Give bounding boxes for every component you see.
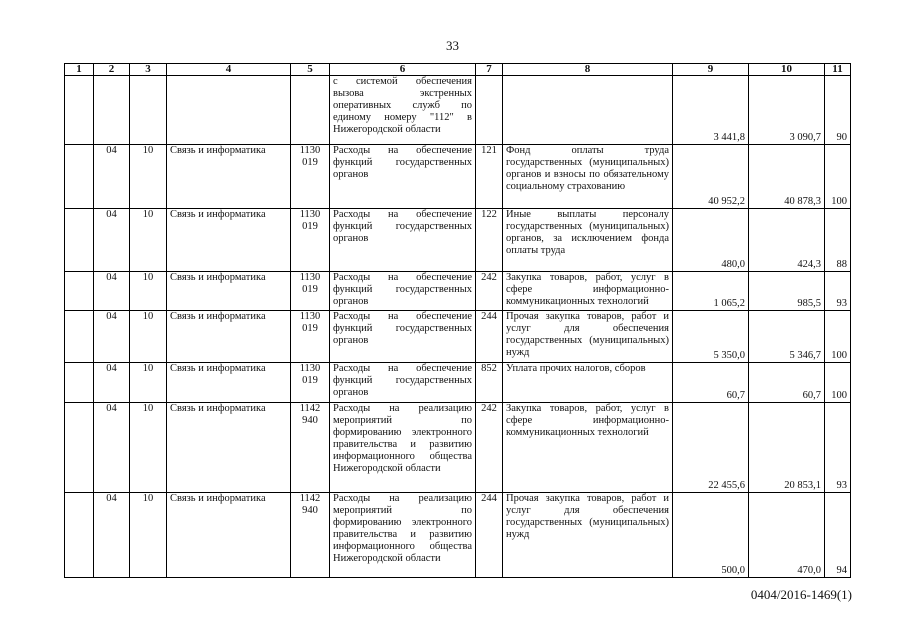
cell-col-1 [65,403,94,493]
cell-col-6: Расходы на обеспечение функций государственных органов [330,311,476,363]
cell-col-2: 04 [94,311,130,363]
cell-col-5: 1130 019 [291,311,330,363]
cell-col-4: Связь и информатика [167,363,291,403]
cell-col-3: 10 [130,272,167,311]
column-header-11: 11 [825,64,851,76]
cell-col-3: 10 [130,493,167,578]
cell-col-8: Прочая закупка товаров, работ и услуг для обеспечения государственных (муниципальных) нужд [503,311,673,363]
cell-col-7 [476,76,503,145]
cell-col-5: 1142 940 [291,403,330,493]
table-row [65,76,851,145]
cell-col-11: 100 [825,363,851,403]
column-header-9: 9 [673,64,749,76]
cell-col-5: 1130 019 [291,145,330,209]
cell-col-4: Связь и информатика [167,272,291,311]
table-row [65,311,851,363]
table-row [65,272,851,311]
cell-col-9: 1 065,2 [673,272,749,311]
cell-col-1 [65,363,94,403]
cell-col-11: 93 [825,403,851,493]
cell-col-5: 1130 019 [291,363,330,403]
cell-col-2: 04 [94,403,130,493]
column-header-5: 5 [291,64,330,76]
cell-col-11: 94 [825,493,851,578]
cell-col-9: 60,7 [673,363,749,403]
table-row [65,493,851,578]
cell-col-7: 122 [476,209,503,272]
budget-table [64,63,851,578]
cell-col-2 [94,76,130,145]
cell-col-5: 1142 940 [291,493,330,578]
cell-col-3: 10 [130,403,167,493]
cell-col-3: 10 [130,209,167,272]
header-row [65,64,851,76]
cell-col-11: 100 [825,145,851,209]
cell-col-6: Расходы на обеспечение функций государственных органов [330,145,476,209]
cell-col-8: Закупка товаров, работ, услуг в сфере информационно-коммуникационных технологий [503,403,673,493]
cell-col-4: Связь и информатика [167,403,291,493]
cell-col-7: 244 [476,311,503,363]
cell-col-6: Расходы на обеспечение функций государственных органов [330,272,476,311]
cell-col-6: Расходы на обеспечение функций государственных органов [330,209,476,272]
cell-col-10: 40 878,3 [749,145,825,209]
cell-col-3: 10 [130,311,167,363]
cell-col-7: 242 [476,272,503,311]
column-header-10: 10 [749,64,825,76]
document-code: 0404/2016-1469(1) [750,587,852,602]
column-header-4: 4 [167,64,291,76]
cell-col-6: с системой обеспечения вызова экстренных оперативных служб по единому номеру "112" в Нижегородской области [330,76,476,145]
column-header-1: 1 [65,64,94,76]
cell-col-8: Иные выплаты персоналу государственных (муниципальных) органов, за исключением фонда оплаты труда [503,209,673,272]
column-header-8: 8 [503,64,673,76]
cell-col-1 [65,493,94,578]
cell-col-7: 242 [476,403,503,493]
cell-col-1 [65,311,94,363]
cell-col-11: 93 [825,272,851,311]
cell-col-5: 1130 019 [291,209,330,272]
cell-col-11: 90 [825,76,851,145]
cell-col-2: 04 [94,272,130,311]
cell-col-4 [167,76,291,145]
cell-col-3 [130,76,167,145]
cell-col-1 [65,76,94,145]
cell-col-7: 852 [476,363,503,403]
cell-col-6: Расходы на обеспечение функций государственных органов [330,363,476,403]
column-header-7: 7 [476,64,503,76]
column-header-3: 3 [130,64,167,76]
cell-col-1 [65,209,94,272]
cell-col-4: Связь и информатика [167,145,291,209]
table-row [65,403,851,493]
cell-col-9: 480,0 [673,209,749,272]
cell-col-10: 985,5 [749,272,825,311]
table-row [65,209,851,272]
cell-col-10: 5 346,7 [749,311,825,363]
cell-col-9: 40 952,2 [673,145,749,209]
cell-col-10: 3 090,7 [749,76,825,145]
cell-col-2: 04 [94,363,130,403]
cell-col-1 [65,272,94,311]
cell-col-3: 10 [130,363,167,403]
cell-col-10: 20 853,1 [749,403,825,493]
column-header-2: 2 [94,64,130,76]
page-number: 33 [446,38,459,53]
cell-col-8: Закупка товаров, работ, услуг в сфере информационно-коммуникационных технологий [503,272,673,311]
cell-col-9: 3 441,8 [673,76,749,145]
column-header-6: 6 [330,64,476,76]
cell-col-2: 04 [94,145,130,209]
cell-col-4: Связь и информатика [167,311,291,363]
cell-col-7: 121 [476,145,503,209]
cell-col-8: Фонд оплаты труда государственных (муниципальных) органов и взносы по обязательному социальному страхованию [503,145,673,209]
cell-col-9: 5 350,0 [673,311,749,363]
table-row [65,363,851,403]
cell-col-11: 100 [825,311,851,363]
cell-col-8: Уплата прочих налогов, сборов [503,363,673,403]
cell-col-8 [503,76,673,145]
cell-col-7: 244 [476,493,503,578]
cell-col-8: Прочая закупка товаров, работ и услуг для обеспечения государственных (муниципальных) нужд [503,493,673,578]
cell-col-4: Связь и информатика [167,209,291,272]
cell-col-10: 424,3 [749,209,825,272]
cell-col-9: 22 455,6 [673,403,749,493]
cell-col-10: 60,7 [749,363,825,403]
cell-col-4: Связь и информатика [167,493,291,578]
cell-col-10: 470,0 [749,493,825,578]
cell-col-3: 10 [130,145,167,209]
cell-col-2: 04 [94,493,130,578]
cell-col-6: Расходы на реализацию мероприятий по формированию электронного правительства и развитию информационного общества Нижегородской области [330,403,476,493]
cell-col-1 [65,145,94,209]
cell-col-11: 88 [825,209,851,272]
cell-col-5 [291,76,330,145]
cell-col-9: 500,0 [673,493,749,578]
cell-col-6: Расходы на реализацию мероприятий по формированию электронного правительства и развитию информационного общества Нижегородской области [330,493,476,578]
table-body [65,76,851,578]
cell-col-5: 1130 019 [291,272,330,311]
table-row [65,145,851,209]
cell-col-2: 04 [94,209,130,272]
